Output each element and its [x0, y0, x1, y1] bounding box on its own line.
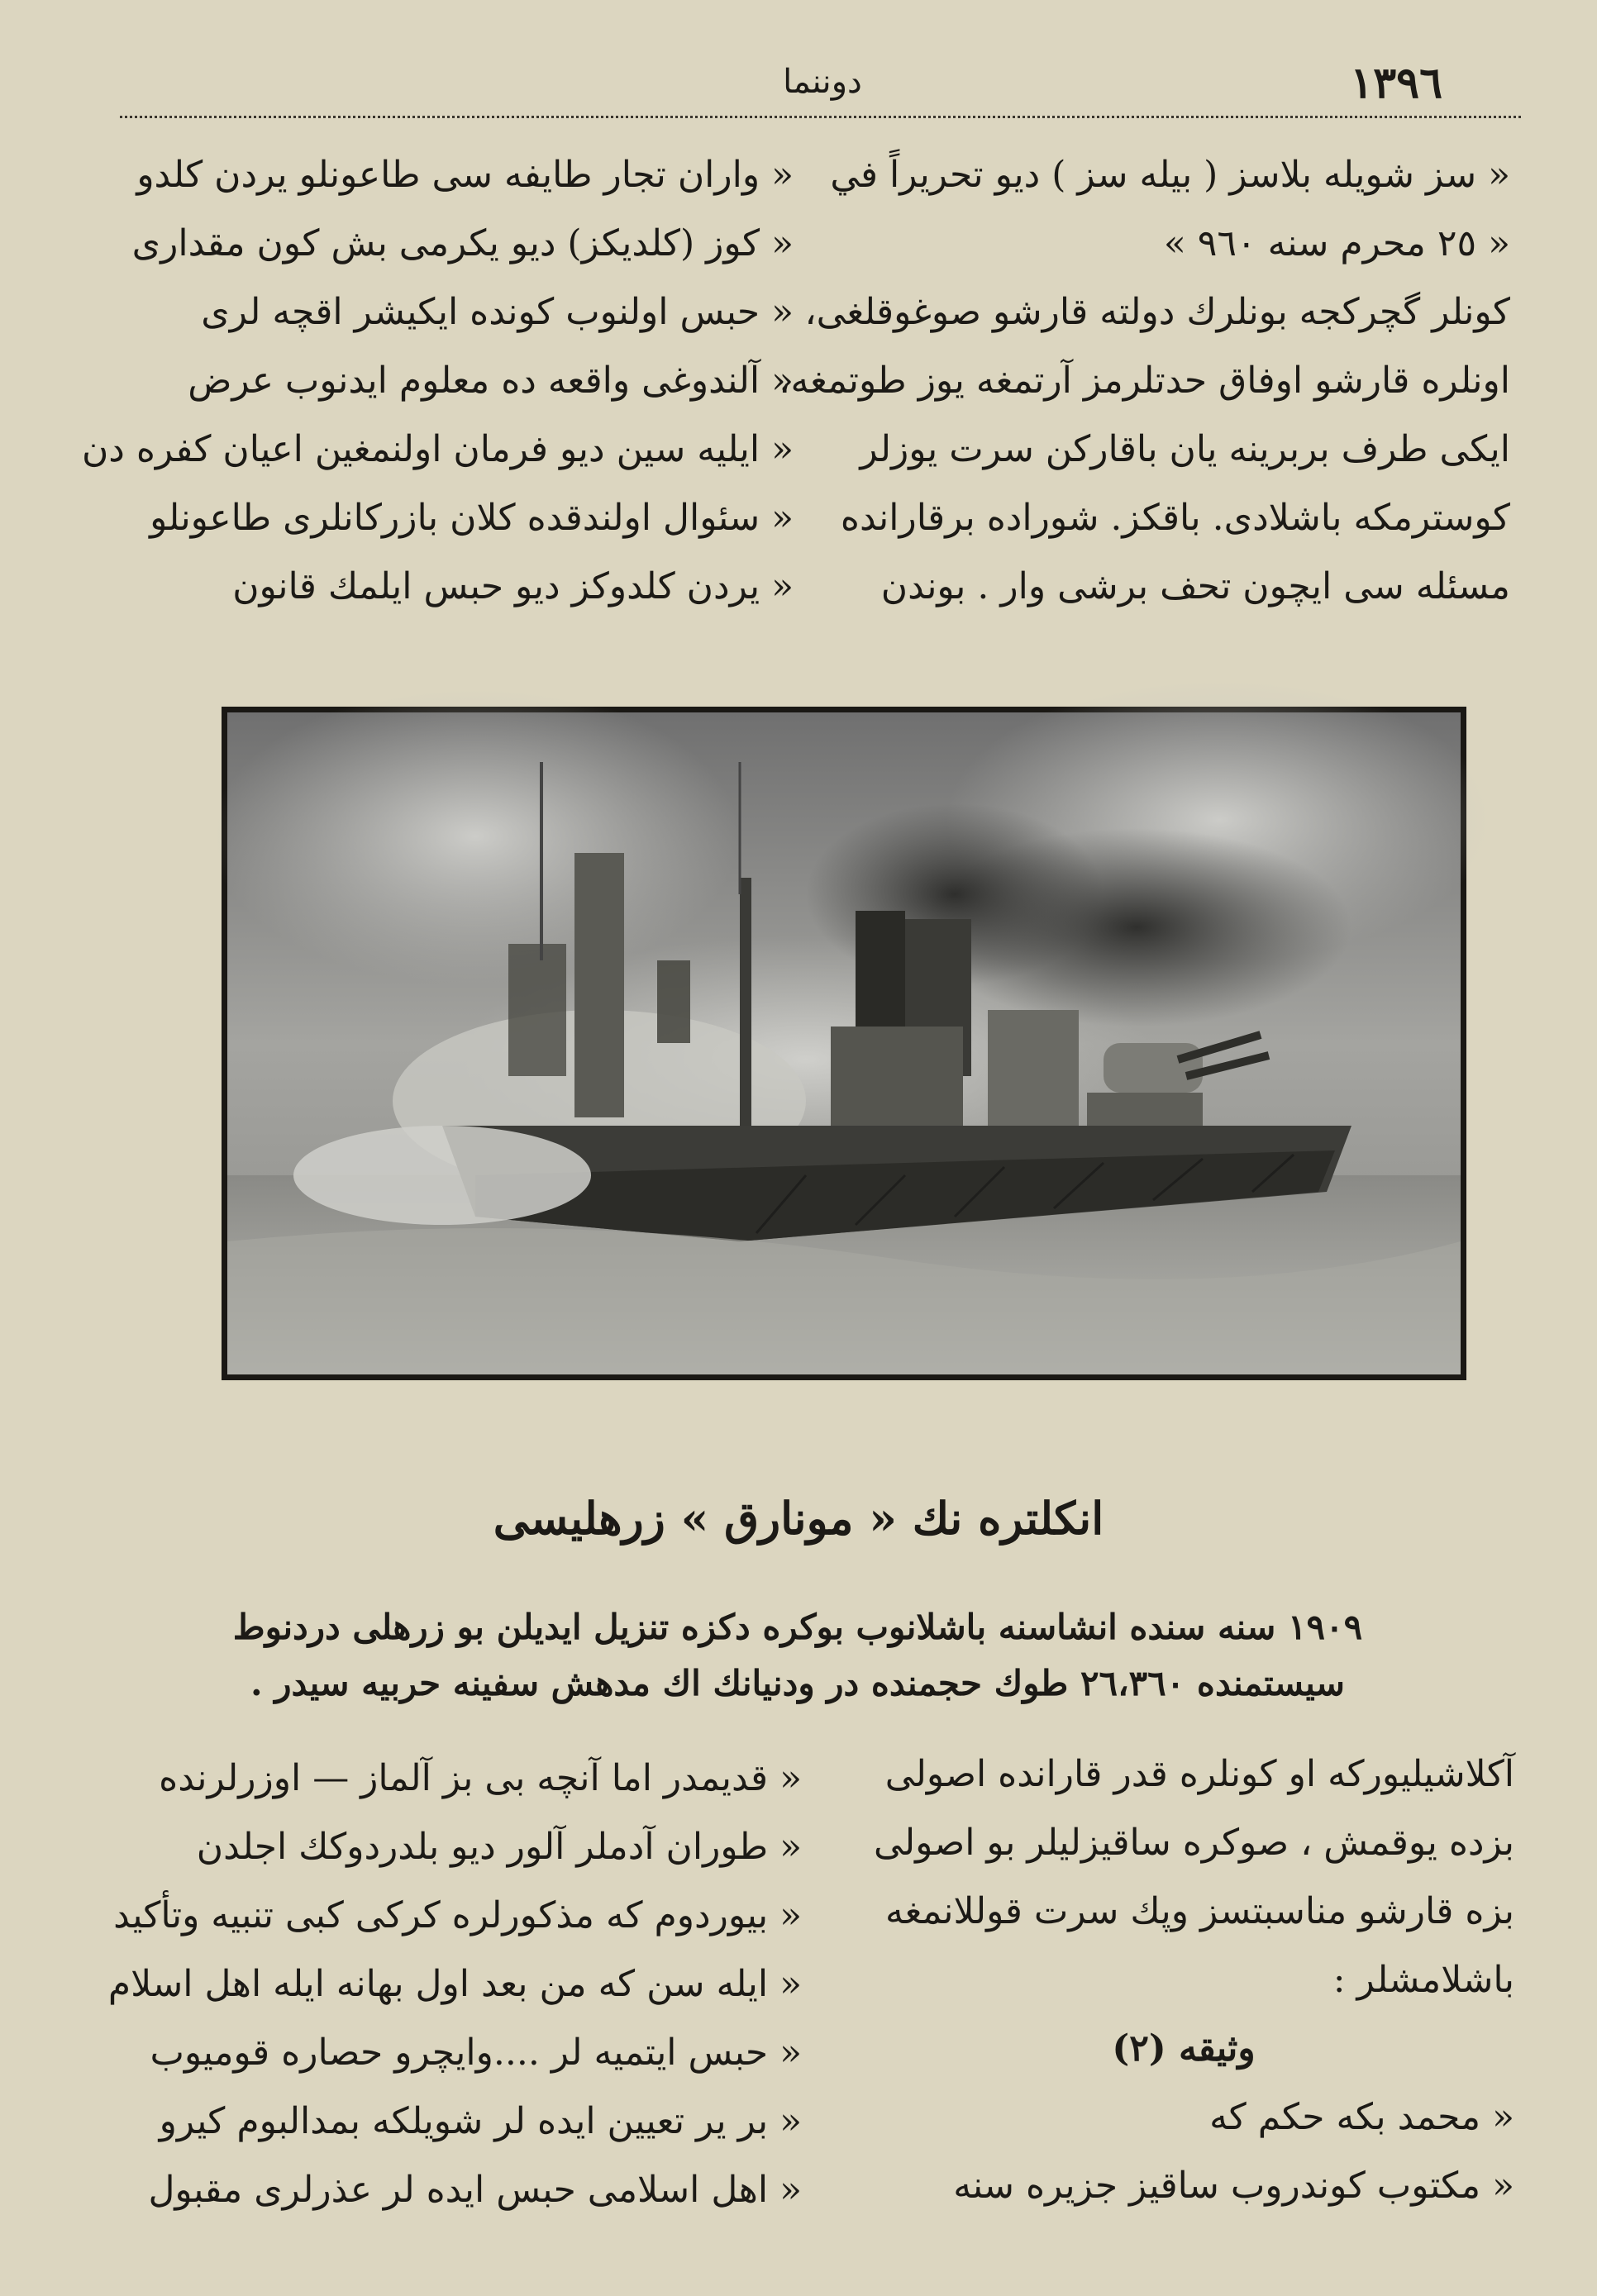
text-line: ايكى طرف بربرينه يان باقاركن سرت يوزلر	[860, 428, 1510, 470]
page-header	[124, 58, 1521, 116]
text-line: « واران تجار طايفه سى طاعونلو يردن كلدو	[136, 154, 794, 196]
text-line: « ايليه سين ديو فرمان اولنمغين اعيان كفره دن	[81, 428, 794, 470]
text-line: « حبس ايتميه لر ....وايچرو حصاره قوميوب	[150, 2032, 802, 2074]
text-line: كونلر گچركجه بونلرك دولته قارشو صوغوقلغى،	[804, 291, 1510, 333]
text-line: « سز شويله بلاسز ( بيله سز ) ديو تحريراً في	[830, 154, 1510, 196]
text-line: « آلندوغى واقعه ده معلوم ايدنوب عرض	[188, 360, 794, 402]
text-line: « سئوال اولندقده كلان بازركانلرى طاعونلو	[150, 497, 794, 539]
text-line: مسئله سى ايچون تحف برشى وار . بوندن	[880, 565, 1510, 607]
text-line: « كوز (كلديكز) ديو يكرمى بش كون مقدارى	[131, 222, 794, 264]
text-line: « محمد بكه حكم كه	[1209, 2096, 1514, 2138]
text-line: باشلامشلر :	[1332, 1959, 1514, 2001]
text-line: « قديمدر اما آنچه بى بز آلماز — اوزرلرنده	[159, 1757, 802, 1799]
text-line: « بيوردوم كه مذكورلره كركى كبى تنبيه وتأكيد	[113, 1894, 802, 1936]
text-line: « طوران آدملر آلور ديو بلدردوكك اجلدن	[196, 1826, 802, 1868]
text-column-left-bottom	[107, 1744, 802, 2224]
document-heading: وثيقه (٢)	[1112, 2027, 1256, 2070]
battleship-photo	[222, 707, 1466, 1380]
text-line: « حبس اولنوب كونده ايكيشر اقچه لرى	[201, 291, 794, 333]
text-column-right-top	[779, 141, 1510, 621]
text-line: آكلاشيليوركه او كونلره قدر قارانده اصولى	[884, 1753, 1514, 1795]
text-line: اونلره قارشو اوفاق حدتلرمز آرتمغه يوز طوتمغه،	[779, 360, 1510, 402]
text-line: « مكتوب كوندروب ساقيز جزيره سنه	[953, 2165, 1514, 2207]
page-number: ١٣٩٦	[1350, 58, 1442, 108]
text-column-left-top	[81, 141, 794, 621]
journal-title: دوننما	[783, 63, 862, 101]
text-line: « ٢٥ محرم سنه ٩٦٠ »	[1163, 222, 1510, 264]
figure-caption-title: انكلتره نك « مونارق » زرهليسى	[493, 1492, 1104, 1545]
text-line: بزده يوقمش ، صوكره ساقيزليلر بو اصولى	[874, 1822, 1514, 1864]
text-line: « اهل اسلامى حبس ايده لر عذرلرى مقبول	[148, 2169, 802, 2211]
figure-caption-body: ١٩٠٩ سنه سنده انشاسنه باشلانوب بوكره دكزه تنزيل ايديلن بو زرهلى دردنوط سيستمنده ٢٦،٣٦٠ طوك حجمنده در ودنيانك اك مدهش سفينه حربيه سيدر .	[232, 1607, 1363, 1703]
battleship-illustration	[227, 712, 1461, 1374]
header-divider	[120, 116, 1521, 118]
text-line: « يردن كلدوكز ديو حبس ايلمك قانون	[232, 565, 794, 607]
text-line: « ايله سن كه من بعد اول بهانه ايله اهل اسلام	[107, 1963, 802, 2005]
text-column-right-bottom	[853, 1740, 1514, 2220]
text-line: « بر ير تعيين ايده لر شويلكه بمدالبوم كيرو	[159, 2100, 802, 2142]
text-line: كوسترمكه باشلادى. باقكز. شوراده برقارانده	[840, 497, 1510, 539]
text-line: بزه قارشو مناسبتسز وپك سرت قوللانمغه	[884, 1890, 1514, 1932]
